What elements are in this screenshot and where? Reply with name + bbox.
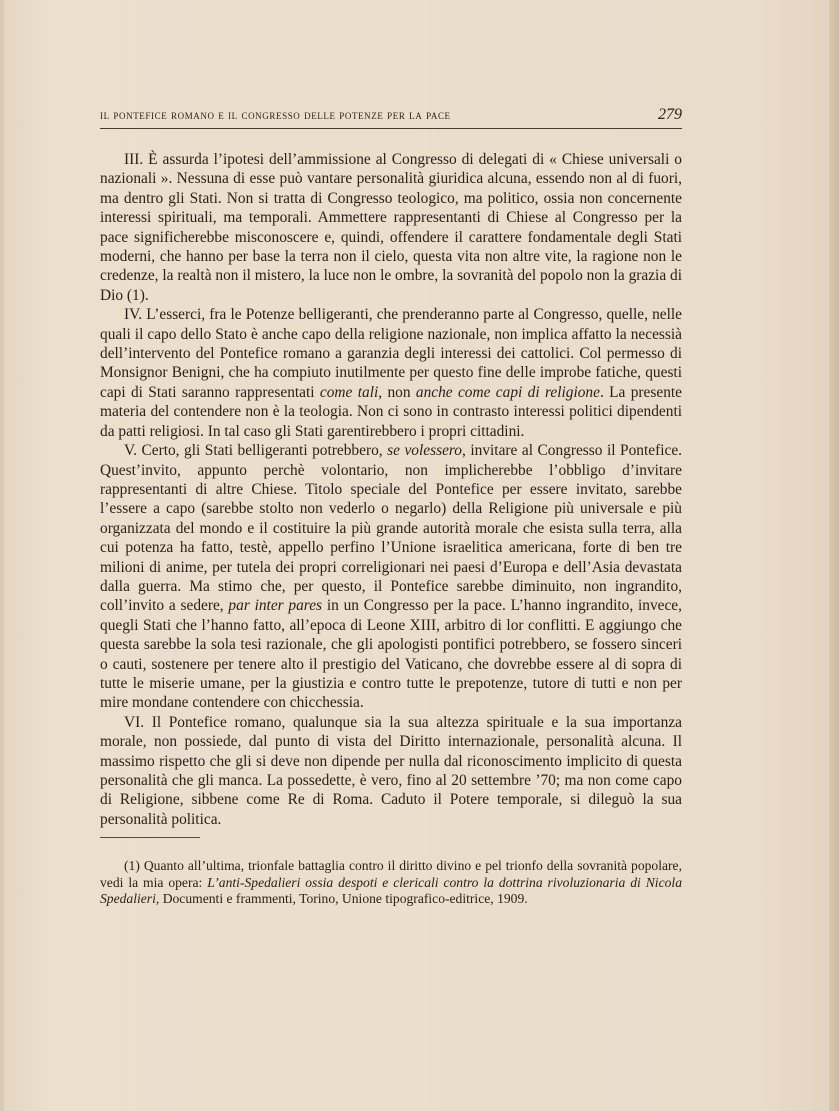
text-run: IV. L’esserci, fra le Potenze belligeranti, che prenderanno parte al Congresso, quelle, nelle quali il capo dello Stato è anche capo della religione nazionale, non implica affatto la necessià dell’intervento del Pontefice romano a garanzia degli interessi dei cattolici. Col permesso di Monsignor Benigni, che ha compiuto inutilmente per questo fine delle improbe fatiche, questi capi di Stati saranno rappresentati [100,306,682,401]
footnote-1 [100,858,682,908]
paragraph-vi: VI. Il Pontefice romano, qualunque sia la sua altezza spirituale e la sua importanza morale, non possiede, dal punto di vista del Diritto internazionale, personalità alcuna. Il massimo rispetto che gli si deve non dipende per nulla dal riconoscimento implicito di questa personalità che gli manca. La possedette, è vero, fino al 20 settembre ’70; ma non come capo di Religione, sibbene come Re di Roma. Caduto il Potere temporale, si dileguò la sua personalità politica. [100,713,682,828]
text-run: (1) Quanto all’ultima, trionfale battaglia contro il diritto divino e pel trionfo della sovranità popolare, vedi la mia opera: [100,858,682,890]
paragraph-iv [100,305,682,441]
footnote-divider [100,837,200,838]
running-head: il pontefice romano e il congresso delle potenze per la pace [100,108,451,122]
italic-run: L’anti-Spedalieri ossia despoti e clericali contro la dottrina rivoluzionaria di Nicola Spedalieri [100,874,682,907]
footnote [100,858,682,908]
text-run: in un Congresso per la pace. L’hanno ingrandito, invece, quegli Stati che l’hanno fatto, all’epoca di Leone XIII, arbitro di lor conflitti. E aggiungo che questa sarebbe la sola tesi razionale, che gli apologisti pontifici potrebbero, se fossero sinceri o cauti, sostenere per tenere alto il prestigio del Vaticano, che dovrebbe essere al di sopra di tutte le miserie umane, per la giustizia e contro tutte le prepotenze, tutore di tutti e non per mire mondane contendere con chicchessia. [100,597,682,712]
text-run: , Documenti e frammenti, Torino, Unione tipografico-editrice, 1909. [155,891,528,907]
page-header [100,106,682,129]
page-left-edge [0,0,4,1111]
page-right-edge [829,0,839,1111]
body-text [100,150,682,829]
text-run: . La presente materia del contendere non è la teologia. Non ci sono in contrasto interessi politici dipendenti da patti religiosi. In tal caso gli Stati garentirebbero i propri cittadini. [100,383,682,440]
text-run: , invitare al Congresso il Pontefice. Quest’invito, appunto perchè volontario, non implicherebbe l’obbligo d’invitare rappresentanti di altre Chiese. Titolo speciale del Pontefice per essere invitato, sarebbe l’essere a capo (sarebbe stolto non vederlo o negarlo) della Religione più universale e più organizzata del mondo e il costituire la più grande autorità morale che esista sulla terra, alla cui potenza ha fatto, testè, appello perfino l’Unione israelitica americana, forte di ben tre milioni di anime, per tutela dei propri correligionari nei paesi d’Europa e dell’Asia devastata dalla guerra. Ma stimo che, per questo, il Pontefice sarebbe diminuito, non ingrandito, coll’invito a sedere, [100,442,683,615]
italic-run: anche come capi di religione [415,383,600,401]
paragraph-iii: III. È assurda l’ipotesi dell’ammissione al Congresso di delegati di « Chiese universali o nazionali ». Nessuna di esse può vantare personalità giuridica alcuna, essendo non al di fuori, ma dentro gli Stati. Non si tratta di Congresso teologico, ma politico, ossia non concernente interessi spirituali, ma temporali. Ammettere rappresentanti di Chiese al Congresso per la pace significherebbe misconoscere e, quindi, offendere il carattere fondamentale degli Stati moderni, che hanno per base la terra non il cielo, questa vita non altre vite, la ragione non le credenze, la realtà non il mistero, la luce non le ombre, la sovranità del popolo non la grazia di Dio (1). [100,151,682,304]
italic-run: par inter pares [228,597,323,615]
paragraph-v [100,441,682,713]
italic-run: se volessero [387,442,463,460]
text-run: , non [378,383,416,401]
text-run: V. Certo, gli Stati belligeranti potrebbero, [124,442,388,460]
page-number: 279 [658,106,682,123]
italic-run: come tali [319,383,379,401]
